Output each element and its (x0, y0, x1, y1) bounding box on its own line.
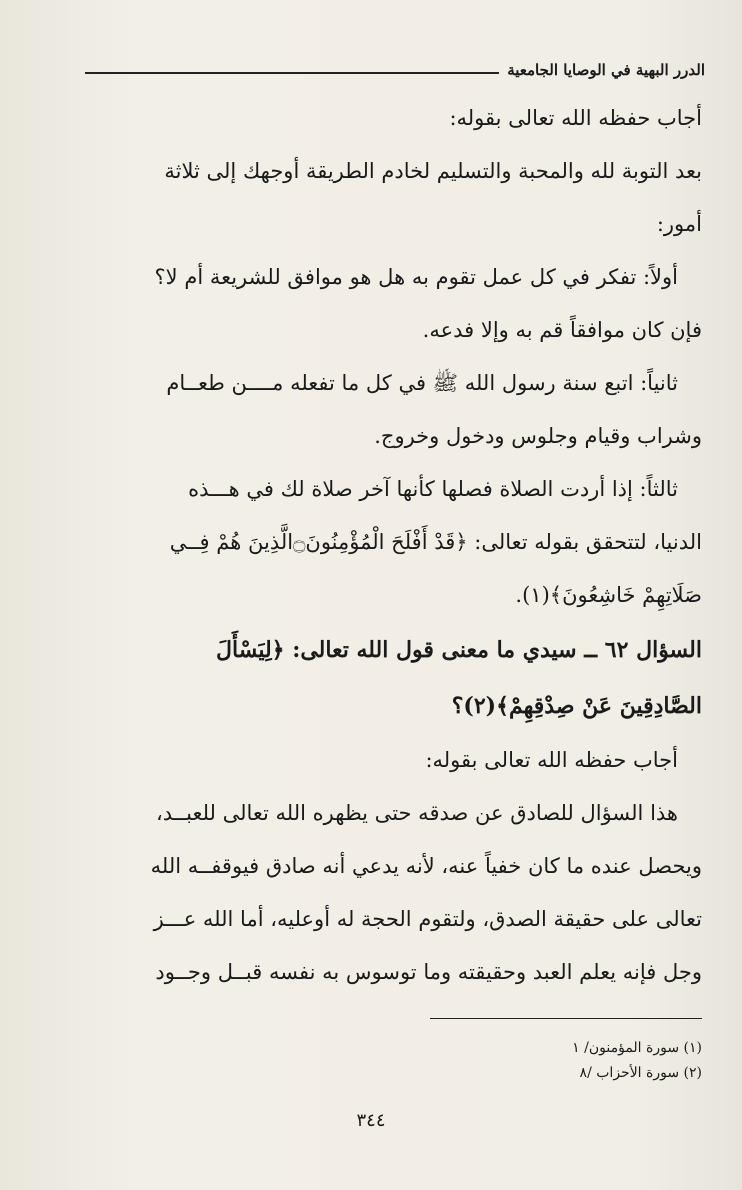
text-line: أولاً: تفكر في كل عمل تقوم به هل هو موافق للشريعة أم لا؟ (154, 265, 678, 289)
question-heading: الصَّادِقِينَ عَنْ صِدْقِهِمْ﴾(٢)؟ (451, 693, 702, 719)
text-line: ثالثاً: إذا أردت الصلاة فصلها كأنها آخر صلاة لك في هـــذه (188, 477, 678, 501)
text-line: هذا السؤال للصادق عن صدقه حتى يظهره الله تعالى للعبــد، (156, 801, 678, 825)
footnote-rule (430, 1018, 702, 1019)
text-line: أجاب حفظه الله تعالى بقوله: (449, 106, 702, 130)
header-rule (85, 72, 499, 74)
text-line: ثانياً: اتبع سنة رسول الله ﷺ في كل ما تفعله مــــن طعــام (166, 371, 678, 395)
header-title: الدرر البهية في الوصايا الجامعية (507, 61, 705, 79)
text-line: أجاب حفظه الله تعالى بقوله: (425, 748, 678, 772)
running-header (85, 58, 705, 82)
text-line: صَلَاتِهِمْ خَاشِعُونَ﴾(١). (515, 583, 702, 607)
text-line: الدنيا، لتتحقق بقوله تعالى: ﴿قَدْ أَفْلَحَ الْمُؤْمِنُونَ۝الَّذِينَ هُمْ فِــي (169, 530, 702, 554)
footnote: (٢) سورة الأحزاب /٨ (579, 1065, 702, 1081)
body-text (70, 92, 702, 999)
footnote: (١) سورة المؤمنون/ ١ (572, 1040, 702, 1056)
footnotes (430, 1036, 702, 1086)
text-line: تعالى على حقيقة الصدق، ولتقوم الحجة له أوعليه، أما الله عـــز (153, 907, 702, 931)
text-line: وشراب وقيام وجلوس ودخول وخروج. (374, 424, 702, 448)
text-line: بعد التوبة لله والمحبة والتسليم لخادم الطريقة أوجهك إلى ثلاثة (164, 159, 702, 183)
question-heading: السؤال ٦٢ ــ سيدي ما معنى قول الله تعالى: ﴿لِيَسْأَلَ (216, 637, 702, 663)
text-line: ويحصل عنده ما كان خفياً عنه، لأنه يدعي أنه صادق فيوقفــه الله (150, 854, 702, 878)
page-number: ٣٤٤ (356, 1110, 386, 1131)
text-line: وجل فإنه يعلم العبد وحقيقته وما توسوس به نفسه قبــل وجــود (155, 960, 702, 984)
text-line: أمور: (656, 212, 702, 236)
text-line: فإن كان موافقاً قم به وإلا فدعه. (422, 318, 702, 342)
